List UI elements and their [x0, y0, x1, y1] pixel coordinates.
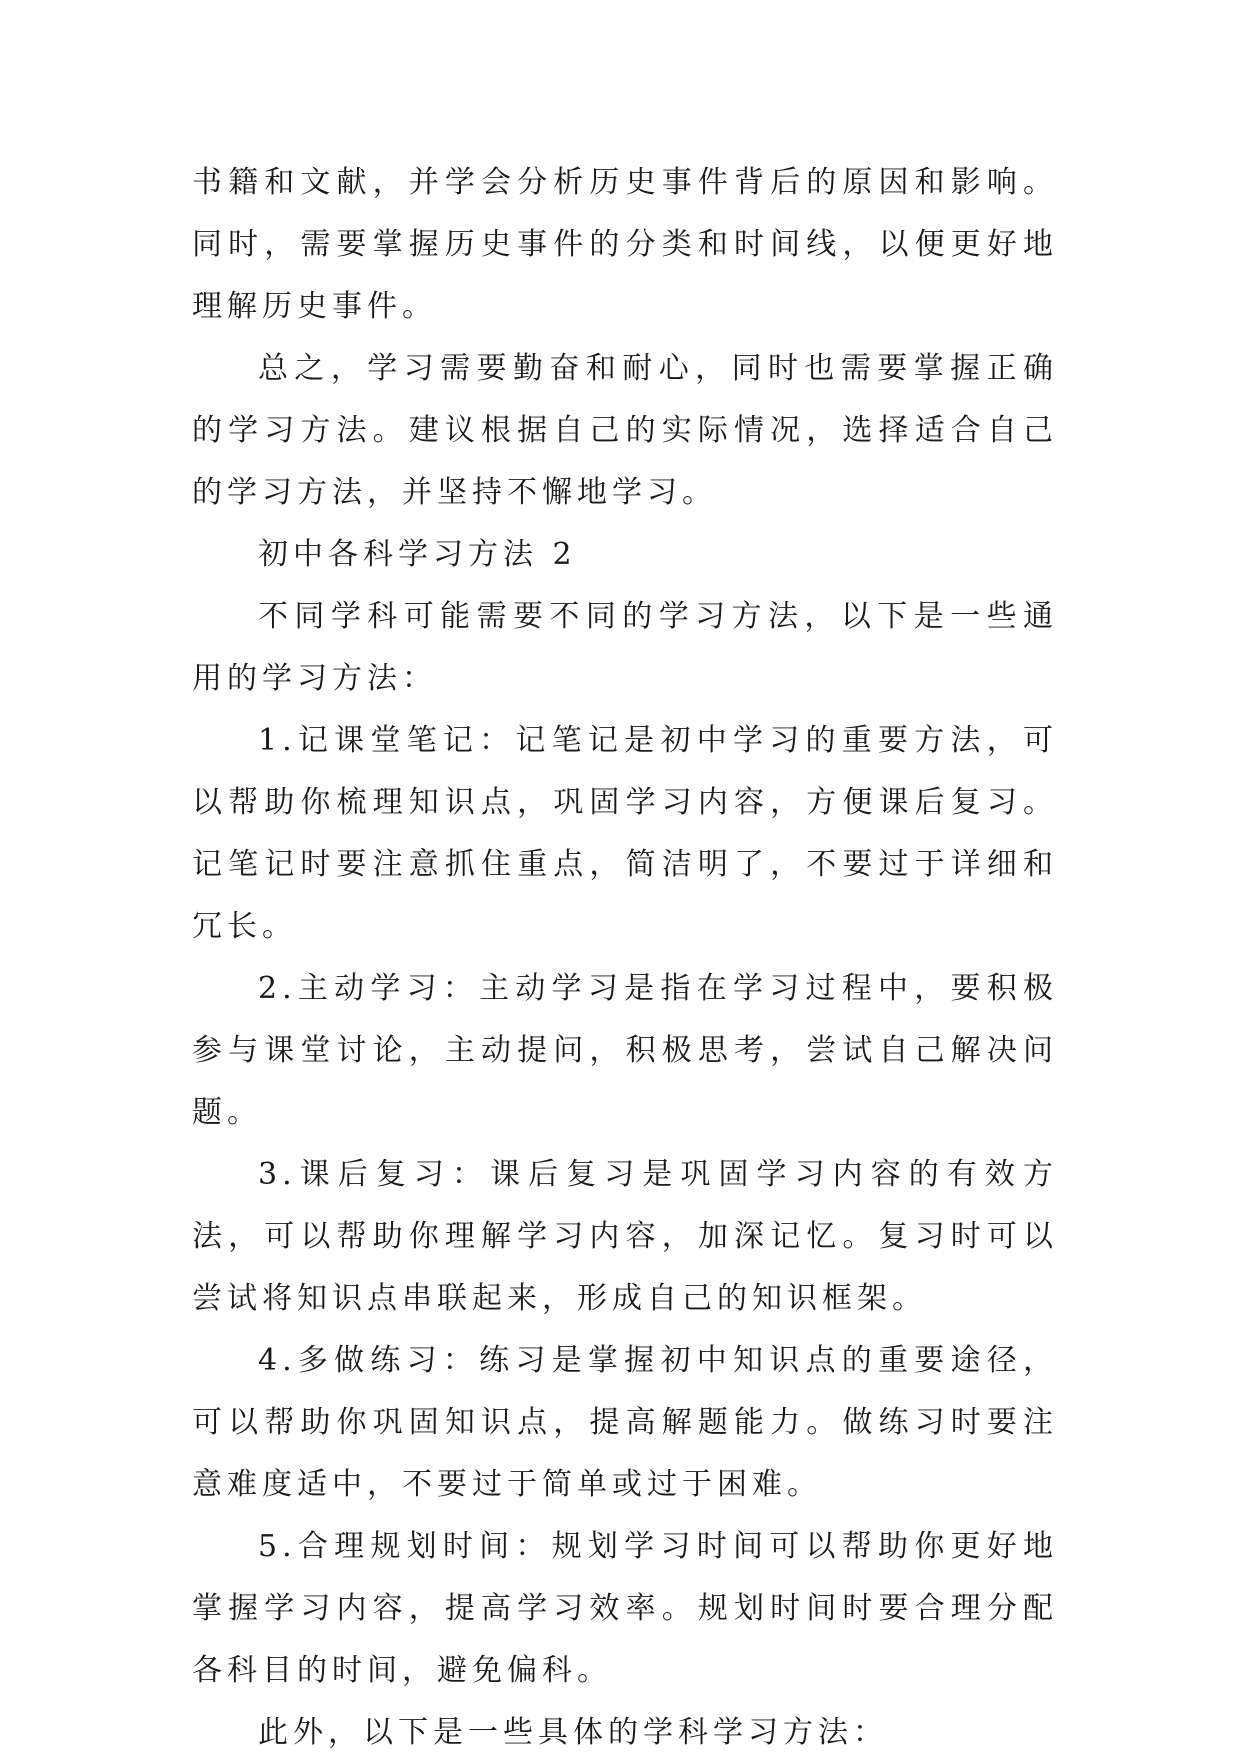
document-body: [192, 152, 1058, 1764]
list-item-time-planning: 5.合理规划时间：规划学习时间可以帮助你更好地掌握学习内容，提高学习效率。规划时间时要合理分配各科目的时间，避免偏科。: [192, 1529, 1058, 1688]
paragraph-intro: 不同学科可能需要不同的学习方法，以下是一些通用的学习方法：: [192, 599, 1058, 696]
section-heading: 初中各科学习方法 2: [258, 537, 577, 572]
list-item-note-taking: 1.记课堂笔记：记笔记是初中学习的重要方法，可以帮助你梳理知识点，巩固学习内容，方便课后复习。记笔记时要注意抓住重点，简洁明了，不要过于详细和冗长。: [192, 723, 1058, 944]
list-item-active-learning: 2.主动学习：主动学习是指在学习过程中，要积极参与课堂讨论，主动提问，积极思考，尝试自己解决问题。: [192, 971, 1058, 1130]
list-item-review: 3.课后复习：课后复习是巩固学习内容的有效方法，可以帮助你理解学习内容，加深记忆。复习时可以尝试将知识点串联起来，形成自己的知识框架。: [192, 1157, 1058, 1316]
list-item-practice: 4.多做练习：练习是掌握初中知识点的重要途径，可以帮助你巩固知识点，提高解题能力。做练习时要注意难度适中，不要过于简单或过于困难。: [192, 1343, 1058, 1502]
paragraph-closing: 此外，以下是一些具体的学科学习方法：: [258, 1715, 888, 1750]
paragraph-history-continuation: 书籍和文献，并学会分析历史事件背后的原因和影响。同时，需要掌握历史事件的分类和时间线，以便更好地理解历史事件。: [192, 165, 1058, 324]
paragraph-summary: 总之，学习需要勤奋和耐心，同时也需要掌握正确的学习方法。建议根据自己的实际情况，选择适合自己的学习方法，并坚持不懈地学习。: [192, 351, 1058, 510]
